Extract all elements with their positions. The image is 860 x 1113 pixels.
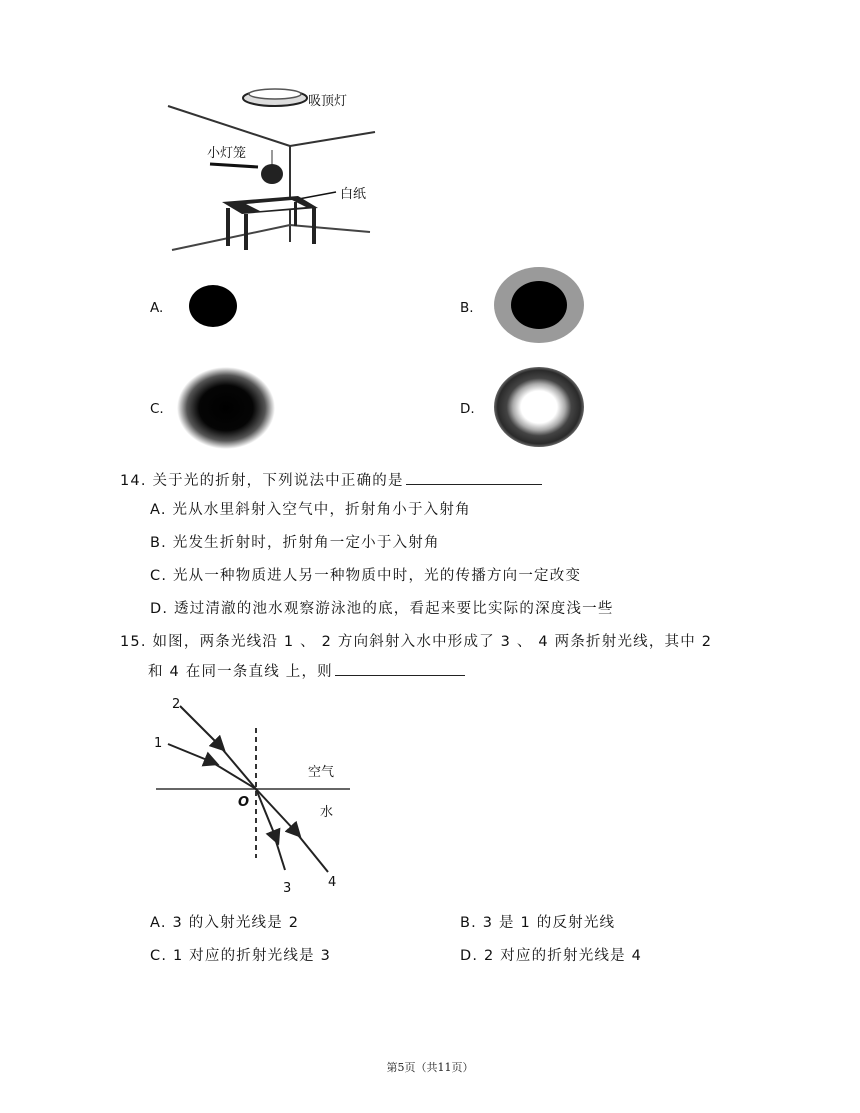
q14-answer-blank[interactable]	[406, 470, 542, 485]
ceiling-light-icon	[243, 89, 307, 106]
q15-option-d[interactable]: D. 2 对应的折射光线是 4	[460, 948, 643, 964]
q13-option-c-label[interactable]: C.	[150, 401, 164, 417]
lantern-icon	[261, 164, 283, 184]
room-lantern-figure	[160, 80, 390, 260]
water-label: 水	[320, 805, 334, 820]
ray-3	[256, 789, 276, 838]
q14-stem	[120, 469, 542, 490]
ray-2	[180, 706, 220, 746]
q14-number: 14.	[120, 473, 147, 489]
q14-option-a[interactable]: A. 光从水里斜射入空气中，折射角小于入射角	[150, 502, 471, 518]
q14-option-d[interactable]: D. 透过清澈的池水观察游泳池的底，看起来要比实际的深度浅一些	[150, 601, 614, 617]
q15-stem-text-1: 如图，两条光线沿 1 、 2 方向斜射入水中形成了 3 、 4 两条折射光线，其中 2	[152, 634, 713, 650]
ray-4	[256, 789, 296, 832]
air-label: 空气	[308, 765, 335, 780]
lantern-label: 小灯笼	[207, 146, 247, 161]
ray-2-label: 2	[172, 697, 181, 712]
q13-option-d-label[interactable]: D.	[460, 401, 475, 417]
q15-stem-text-2: 和 4 在同一条直线 上，则	[148, 664, 333, 680]
q15-answer-blank[interactable]	[335, 661, 465, 676]
paper-label: 白纸	[340, 187, 367, 202]
blurred-black-disc-icon	[176, 366, 276, 450]
solid-black-disc-icon	[187, 283, 239, 329]
q13-option-a-label[interactable]: A.	[150, 300, 164, 316]
black-disc-grey-ring-icon	[493, 266, 585, 344]
ray-4-label: 4	[328, 875, 337, 890]
q15-stem-line1	[120, 630, 712, 651]
q15-stem-line2	[148, 660, 465, 681]
table-icon	[222, 196, 318, 250]
q15-option-c[interactable]: C. 1 对应的折射光线是 3	[150, 948, 332, 964]
refraction-diagram	[150, 690, 360, 900]
point-o-label: O	[238, 795, 250, 810]
q14-option-c[interactable]: C. 光从一种物质进人另一种物质中时，光的传播方向一定改变	[150, 568, 582, 584]
dark-ring-white-center-icon	[493, 366, 585, 448]
q15-option-a[interactable]: A. 3 的入射光线是 2	[150, 915, 300, 931]
ray-1-label: 1	[154, 736, 163, 751]
page-footer: 第5页（共11页）	[386, 1061, 474, 1074]
q15-option-b[interactable]: B. 3 是 1 的反射光线	[460, 915, 616, 931]
q14-option-b[interactable]: B. 光发生折射时，折射角一定小于入射角	[150, 535, 440, 551]
ray-1	[168, 744, 212, 762]
ray-3-label: 3	[283, 881, 292, 896]
q13-option-b-label[interactable]: B.	[460, 300, 474, 316]
q15-number: 15.	[120, 634, 147, 650]
q14-stem-text: 关于光的折射，下列说法中正确的是	[152, 473, 404, 489]
ceiling-light-label: 吸顶灯	[308, 94, 348, 109]
